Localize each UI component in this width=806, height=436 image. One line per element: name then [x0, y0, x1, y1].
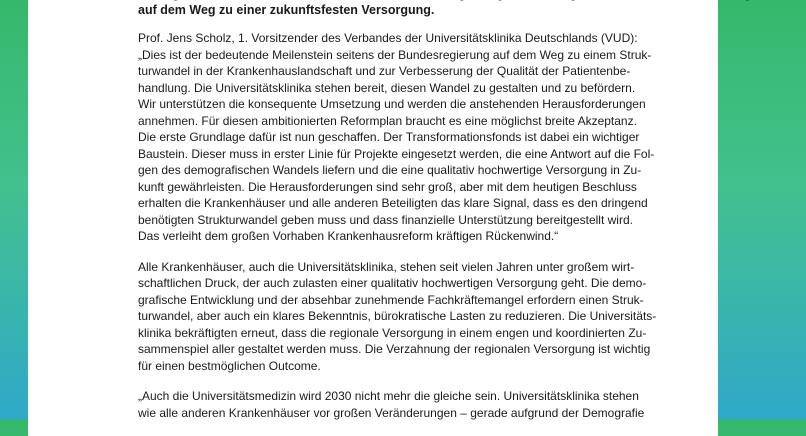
- quote-paragraph-scholz: [138, 30, 655, 245]
- headline-line: auf dem Weg zu einer zukunftsfesten Versorgung.: [138, 3, 435, 17]
- paragraph-line: „Auch die Universitätsmedizin wird 2030 nicht mehr die gleiche sein. Universitätsklinika stehen: [138, 389, 639, 403]
- document-page: [28, 0, 718, 436]
- paragraph-line: klinika bekräftigten erneut, dass die regionale Versorgung in einem engen und koordinierten Zu-: [138, 325, 647, 340]
- paragraph-line: für einen bestmöglichen Outcome.: [138, 358, 321, 373]
- paragraph-line: handlung. Die Universitätsklinika stehen bereit, diesen Wandel zu gestalten und zu befördern.: [138, 80, 636, 95]
- press-release-body: [138, 0, 657, 435]
- paragraph-line: annehmen. Für diesen ambitionierten Reformplan braucht es eine möglichst breite Akzeptanz.: [138, 113, 637, 128]
- quote-paragraph-2030: [138, 388, 645, 421]
- paragraph-line: Das verleiht dem großen Vorhaben Krankenhausreform kräftigen Rückenwind.“: [138, 229, 559, 243]
- intro-headline: [138, 0, 613, 18]
- paragraph-line: turwandel, aber auch ein klares Bekenntnis, bürokratische Lasten zu reduzieren. Die Universitäts-: [138, 309, 657, 323]
- paragraph-line: turwandel in der Krankenhauslandschaft und zur Verbesserung der Qualität der Patientenbe-: [138, 64, 631, 78]
- paragraph-line: benötigten Strukturwandel geben muss und dass finanzielle Unterstützung bereitgestellt wird.: [138, 212, 633, 227]
- paragraph-line: „Dies ist der bedeutende Meilenstein seitens der Bundesregierung auf dem Weg zu einem Struk-: [138, 47, 652, 62]
- paragraph-line: sammenspiel aller gestaltet werden muss. Die Verzahnung der regionalen Versorgung ist wichtig: [138, 342, 651, 356]
- paragraph-line: wie alle anderen Krankenhäuser vor großen Veränderungen – gerade aufgrund der Demografie: [138, 405, 645, 420]
- paragraph-line: Alle Krankenhäuser, auch die Universitätsklinika, stehen seit vielen Jahren unter großem wirt-: [138, 259, 635, 274]
- paragraph-line: kunft gewährleisten. Die Herausforderungen sind sehr groß, aber mit dem heutigen Beschluss: [138, 179, 637, 194]
- context-paragraph: [138, 259, 657, 375]
- paragraph-line: Die erste Grundlage dafür ist nun geschaffen. Der Transformationsfonds ist dabei ein wichtiger: [138, 130, 640, 144]
- paragraph-line: Baustein. Dieser muss in erster Linie für Projekte eingesetzt werden, die eine Antwort auf die Fol-: [138, 146, 655, 161]
- paragraph-line: Prof. Jens Scholz, 1. Vorsitzender des Verbandes der Universitätsklinika Deutschlands (VUD):: [138, 31, 638, 45]
- paragraph-line: gen des demografischen Wandels liefern und die eine qualitativ hochwertige Versorgung in Zu-: [138, 163, 642, 177]
- paragraph-line: erhalten die Krankenhäuser und alle anderen Beteiligten das klare Signal, dass es den dringend: [138, 196, 648, 210]
- paragraph-line: Wir unterstützen die konsequente Umsetzung und werden die anstehenden Herausforderungen: [138, 97, 646, 111]
- paragraph-line: schaftlichen Druck, der auch zulasten einer qualitativ hochwertigen Versorgung geht. Die demo-: [138, 276, 647, 290]
- paragraph-line: grafische Entwicklung und der absehbar zunehmende Fachkräftemangel erfordern einen Struk-: [138, 292, 644, 307]
